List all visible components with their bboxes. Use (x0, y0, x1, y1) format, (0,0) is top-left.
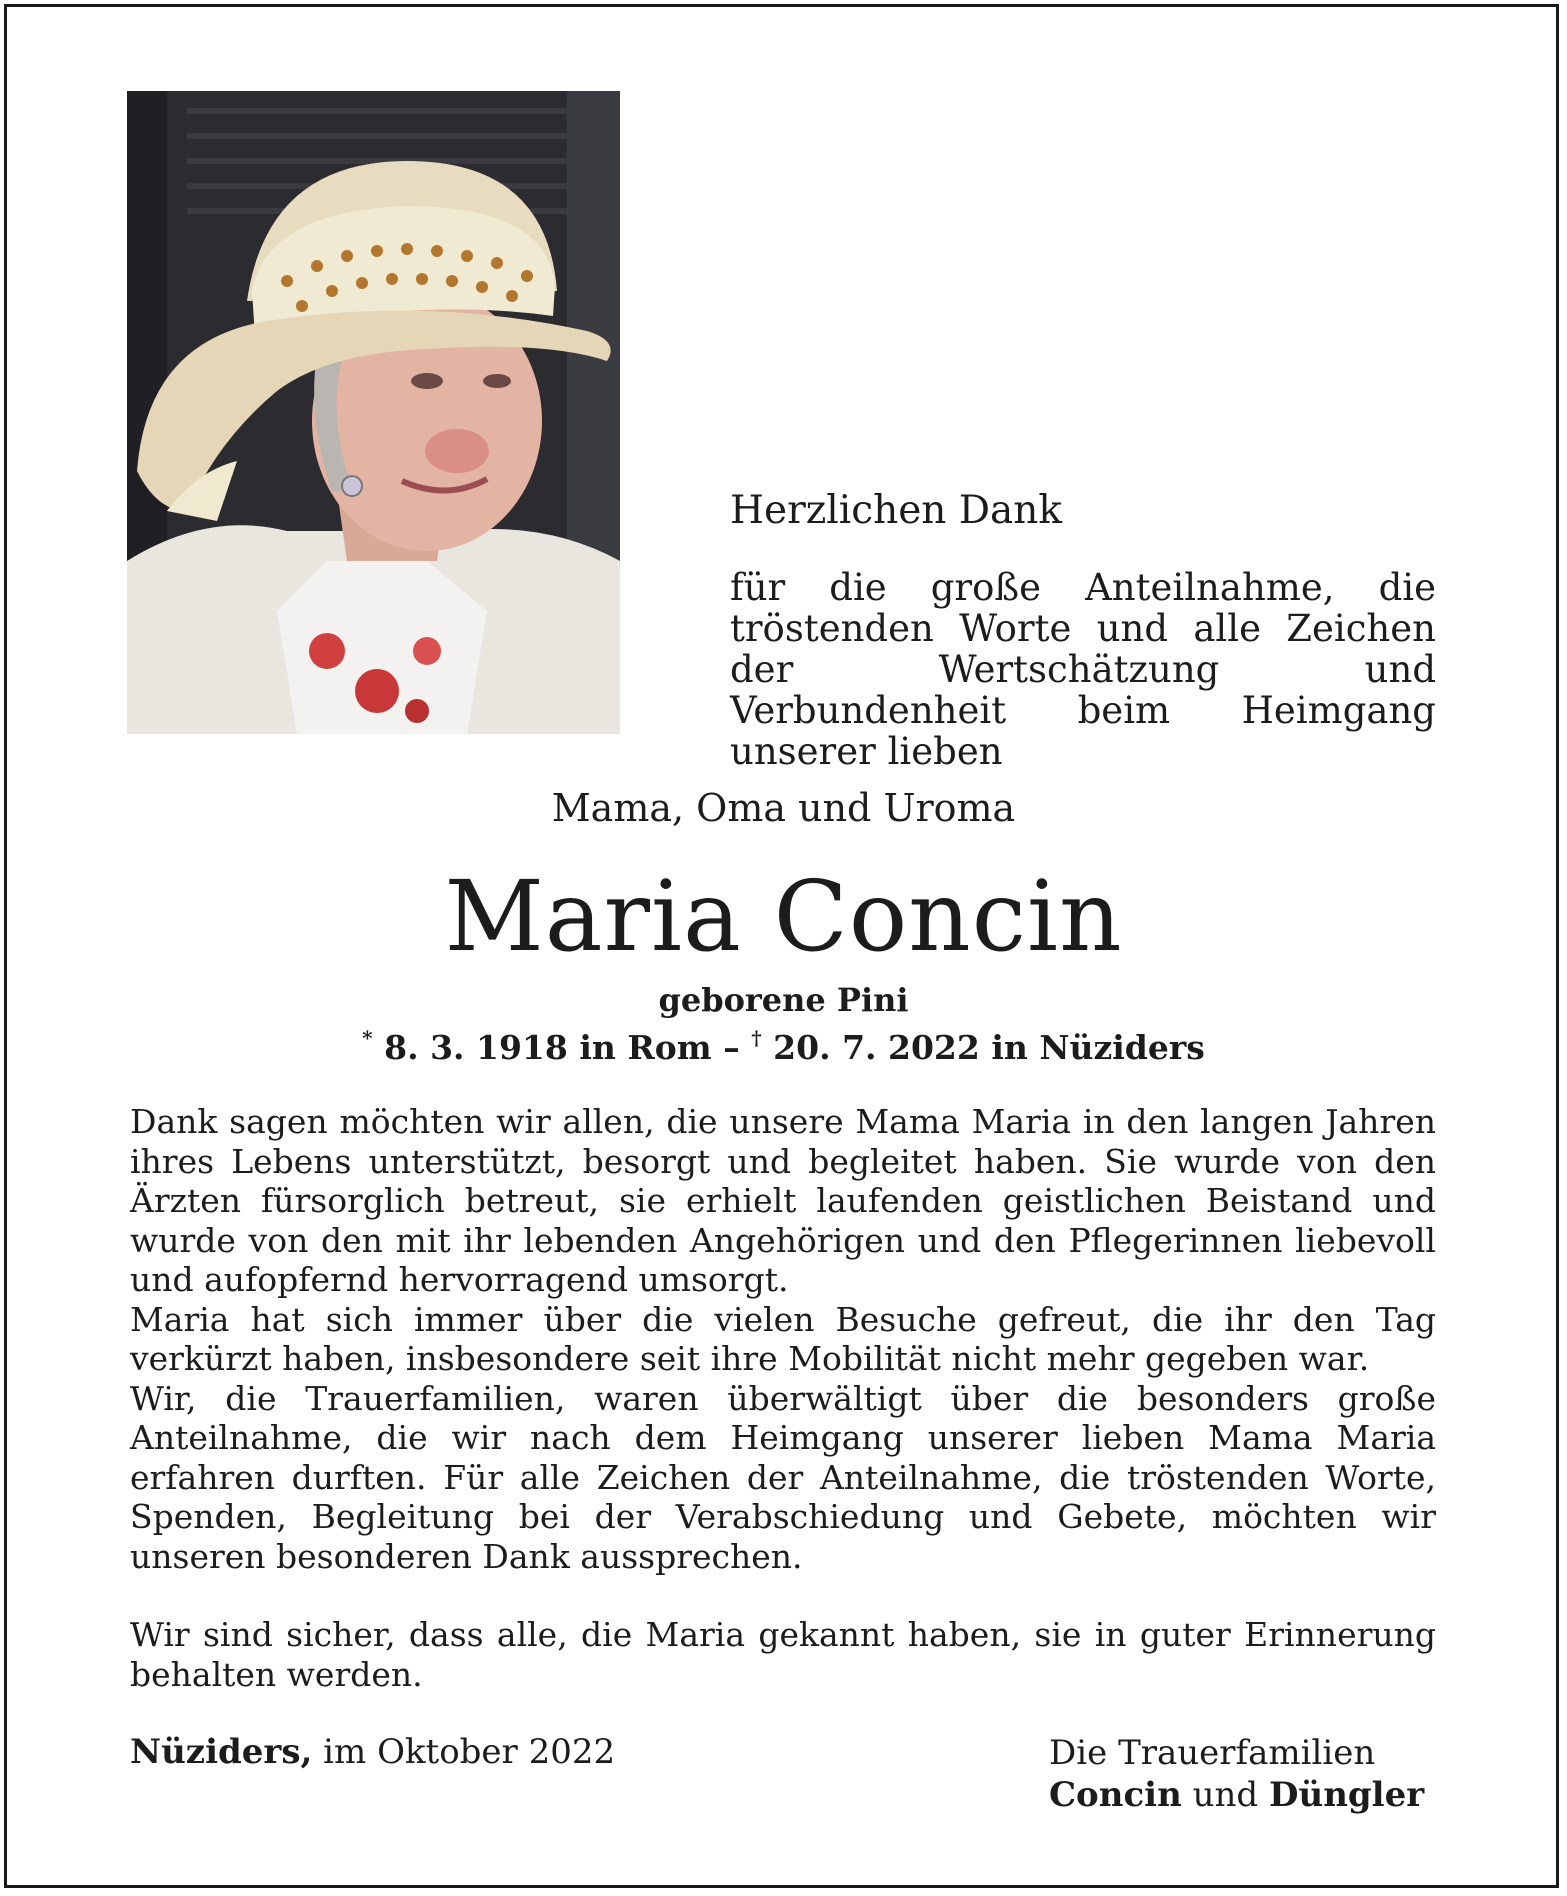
body-text (130, 1102, 1436, 1694)
family-names (1049, 1774, 1424, 1816)
paragraph-1: Dank sagen möchten wir allen, die unsere Mama Maria in den langen Jahren ihres Lebens unterstützt, besorgt und begleitet haben. Sie wurde von den Ärzten fürsorglich betreut, sie erhielt laufenden geistlichen Beistand und wurde von den mit ihr lebenden Angehörigen und den Pflegerinnen liebevoll und aufopfernd hervorragend umsorgt. (130, 1102, 1436, 1299)
place-and-date (130, 1732, 615, 1772)
thanks-text: für die große Anteilnahme, die tröstenden Worte und alle Zeichen der Wertschätzung und Verbundenheit beim Heimgang unserer lieben (730, 566, 1436, 773)
portrait-photo (127, 91, 620, 734)
place: Nüziders, (130, 1732, 313, 1772)
birth-symbol: * (362, 1026, 373, 1050)
thanks-section (730, 490, 1436, 772)
life-dates (0, 1018, 1567, 1070)
death-date: 20. 7. 2022 in Nüziders (773, 1028, 1205, 1067)
paragraph-2: Maria hat sich immer über die vielen Besuche gefreut, die ihr den Tag verkürzt haben, insbesondere seit ihre Mobilität nicht mehr gegeben war. (130, 1299, 1436, 1378)
date: im Oktober 2022 (323, 1732, 616, 1772)
families-label: Die Trauerfamilien (1049, 1733, 1376, 1773)
birth-name: geborene Pini (658, 981, 909, 1019)
birth-date: 8. 3. 1918 in Rom – (384, 1028, 740, 1067)
paragraph-4: Wir sind sicher, dass alle, die Maria gekannt haben, sie in guter Erinnerung behalten werden. (130, 1615, 1436, 1694)
and-word: und (1192, 1775, 1259, 1815)
family-2: Düngler (1268, 1775, 1425, 1815)
deceased-name: Maria Concin (444, 860, 1123, 973)
thanks-title: Herzlichen Dank (730, 488, 1063, 533)
relation-line: Mama, Oma und Uroma (551, 786, 1016, 830)
death-symbol: † (751, 1026, 762, 1050)
signature-block (1049, 1732, 1424, 1816)
paragraph-3: Wir, die Trauerfamilien, waren überwältigt über die besonders große Anteilnahme, die wir nach dem Heimgang unserer lieben Mama Maria erfahren durften. Für alle Zeichen der Anteilnahme, die tröstenden Worte, Spenden, Begleitung bei der Verabschiedung und Gebete, möchten wir unseren besonderen Dank aussprechen. (130, 1378, 1436, 1576)
portrait-photo-icon (127, 91, 620, 734)
family-1: Concin (1049, 1775, 1182, 1815)
